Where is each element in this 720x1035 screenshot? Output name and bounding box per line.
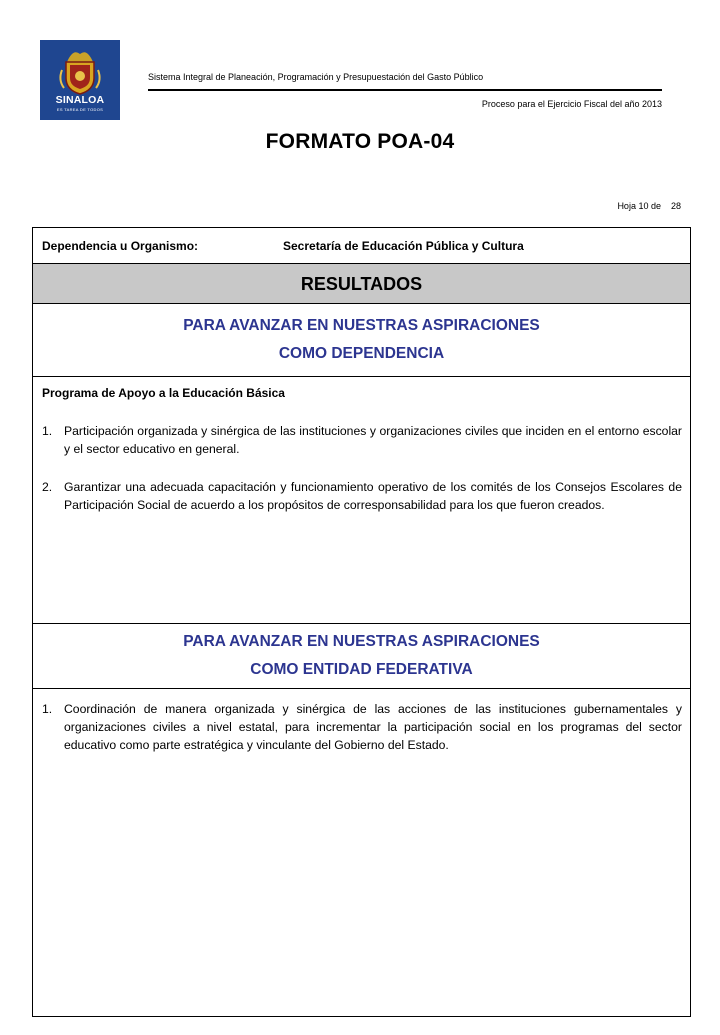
section-body-entidad bbox=[42, 700, 682, 774]
logo-name: SINALOA bbox=[55, 94, 105, 106]
results-header: RESULTADOS bbox=[33, 264, 690, 304]
list-item bbox=[42, 700, 682, 754]
results-form bbox=[32, 227, 691, 1017]
item-text: Coordinación de manera organizada y sinérgica de las acciones de las instituciones gubernamentales y organizaciones civiles a nivel estatal, para incrementar la participación social en los programas del sector educativo como parte estratégica y vinculante del Gobierno del Estado. bbox=[64, 702, 682, 752]
form-title: FORMATO POA-04 bbox=[265, 130, 455, 153]
page-counter bbox=[617, 201, 681, 211]
item-text: Garantizar una adecuada capacitación y funcionamiento operativo de los comités de los Consejos Escolares de Participación Social de acuerdo a los propósitos de corresponsabilidad para los que fueron creados. bbox=[64, 480, 682, 512]
section-heading-line2: COMO DEPENDENCIA bbox=[278, 345, 445, 362]
process-text: Proceso para el Ejercicio Fiscal del año 2013 bbox=[481, 99, 662, 109]
item-number: 1. bbox=[42, 702, 53, 716]
item-number: 2. bbox=[42, 480, 53, 494]
section-heading-line1: PARA AVANZAR EN NUESTRAS ASPIRACIONES bbox=[183, 317, 540, 334]
page-label: Hoja 10 de bbox=[617, 201, 661, 211]
page-total: 28 bbox=[670, 201, 681, 211]
section-heading-entidad bbox=[33, 623, 690, 689]
logo-tagline: ES TAREA DE TODOS bbox=[56, 107, 104, 112]
section-heading-dependencia bbox=[33, 304, 690, 377]
item-number: 1. bbox=[42, 424, 53, 438]
sinaloa-logo bbox=[40, 40, 120, 120]
dependency-label: Dependencia u Organismo: bbox=[42, 239, 199, 253]
section-body-dependencia bbox=[42, 386, 682, 534]
list-item bbox=[42, 478, 682, 514]
program-name: Programa de Apoyo a la Educación Básica bbox=[42, 386, 285, 400]
system-title: Sistema Integral de Planeación, Programación y Presupuestación del Gasto Público bbox=[148, 72, 484, 82]
dependency-row bbox=[33, 228, 690, 264]
section-heading-line1: PARA AVANZAR EN NUESTRAS ASPIRACIONES bbox=[183, 633, 540, 650]
list-item bbox=[42, 422, 682, 458]
header-divider bbox=[148, 89, 662, 91]
dependency-value: Secretaría de Educación Pública y Cultura bbox=[283, 239, 524, 253]
item-text: Participación organizada y sinérgica de las instituciones y organizaciones civiles que inciden en el entorno escolar y el sector educativo en general. bbox=[64, 424, 682, 456]
section-heading-line2: COMO ENTIDAD FEDERATIVA bbox=[250, 661, 473, 678]
